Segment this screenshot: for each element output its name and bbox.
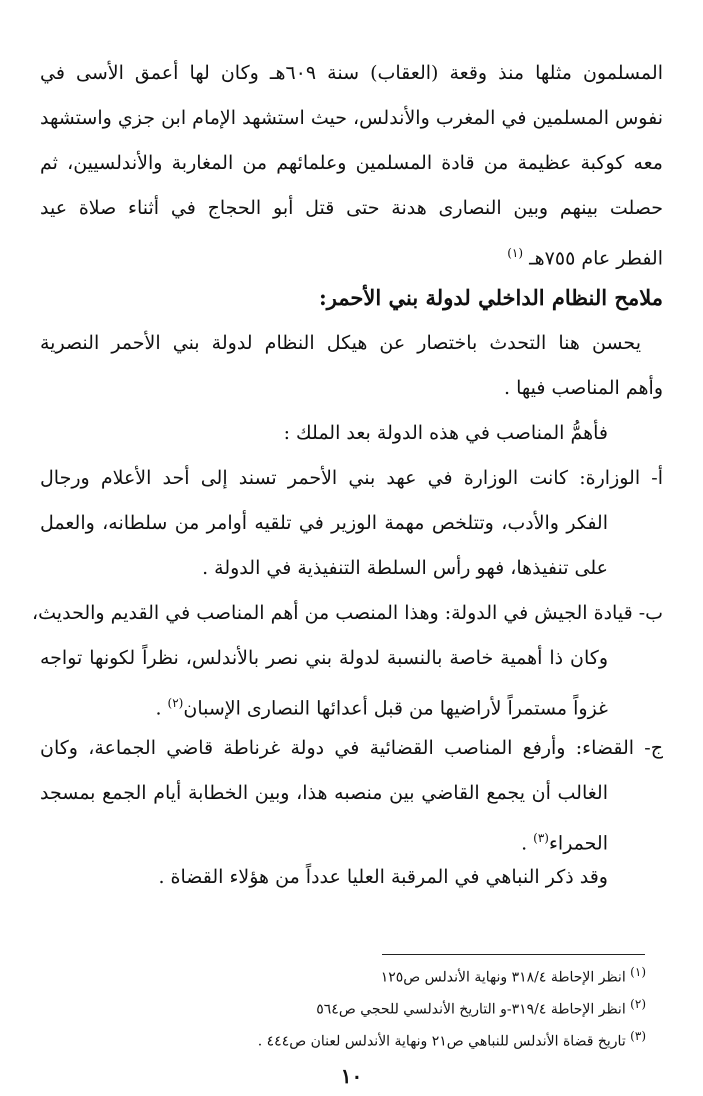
intro-line-1: يحسن هنا التحدث باختصار عن هيكل النظام لدولة بني الأحمر النصرية xyxy=(40,332,641,354)
item-b-line-1: ب- قيادة الجيش في الدولة: وهذا المنصب من أهم المناصب في القديم والحديث، xyxy=(32,602,663,624)
item-b-line-2: وكان ذا أهمية خاصة بالنسبة لدولة بني نصر بالأندلس، نظراً لكونها تواجه xyxy=(40,647,608,669)
item-c-line-3-end: . xyxy=(521,832,534,855)
body-line-5-text: الفطر عام ٧٥٥هـ xyxy=(529,247,663,270)
item-c-line-3 xyxy=(40,823,608,858)
item-c-line-2: الغالب أن يجمع القاضي بين منصبه هذا، وبين الخطابة أيام الجمع بمسجد xyxy=(40,782,608,804)
footnote-ref-1: (١) xyxy=(507,246,524,260)
footnote-ref-3: (٣) xyxy=(533,831,549,845)
footnote-2-mark: (٢) xyxy=(630,997,646,1011)
page-number: ١٠ xyxy=(340,1064,363,1088)
footnote-2-text: انظر الإحاطة ٣١٩/٤-و التاريخ الأندلسي للحجي ص٥٦٤ xyxy=(316,1001,626,1018)
body-line-2: نفوس المسلمين في المغرب والأندلس، حيث استشهد الإمام ابن جزي واستشهد xyxy=(40,107,663,129)
body-line-4: حصلت بينهم وبين النصارى هدنة حتى قتل أبو الحجاج في أثناء صلاة عيد xyxy=(40,197,663,219)
item-b-line-3-text: غزواً مستمراً لأراضيها من قبل أعدائها النصارى الإسبان xyxy=(183,697,608,720)
body-line-5 xyxy=(40,238,663,273)
footnote-1-text: انظر الإحاطة ٣١٨/٤ ونهاية الأندلس ص١٢٥ xyxy=(380,969,626,986)
item-c-line-1: ج- القضاء: وأرفع المناصب القضائية في دولة غرناطة قاضي الجماعة، وكان xyxy=(40,737,663,759)
footnote-separator xyxy=(382,954,645,955)
footnote-3-mark: (٣) xyxy=(630,1029,646,1043)
footnote-3-text: تاريخ قضاة الأندلس للنباهي ص٢١ ونهاية الأندلس لعنان ص٤٤٤ . xyxy=(257,1033,626,1050)
item-a-line-1: أ- الوزارة: كانت الوزارة في عهد بني الأحمر تسند إلى أحد الأعلام ورجال xyxy=(40,467,663,489)
footnote-ref-2: (٢) xyxy=(167,696,184,710)
item-a-line-3: على تنفيذها، فهو رأس السلطة التنفيذية في الدولة . xyxy=(202,557,608,579)
item-a-line-2: الفكر والأدب، وتتلخص مهمة الوزير في تلقيه أوامر من سلطانه، والعمل xyxy=(40,512,608,534)
intro-line-3: فأهمُّ المناصب في هذه الدولة بعد الملك : xyxy=(283,422,608,444)
item-b-line-3 xyxy=(40,688,608,723)
footnote-1 xyxy=(60,962,646,988)
footnote-3 xyxy=(60,1026,646,1052)
footnote-1-mark: (١) xyxy=(630,965,646,979)
closing-line: وقد ذكر النباهي في المرقبة العليا عدداً من هؤلاء القضاة . xyxy=(158,866,608,888)
item-c-line-3-text: الحمراء xyxy=(548,832,608,855)
body-line-1: المسلمون مثلها منذ وقعة (العقاب) سنة ٦٠٩هـ وكان لها أعمق الأسى في xyxy=(40,62,663,84)
footnote-2 xyxy=(60,994,646,1020)
section-heading: ملامح النظام الداخلي لدولة بني الأحمر: xyxy=(318,285,663,310)
body-line-3: معه كوكبة عظيمة من قادة المسلمين وعلمائهم من المغاربة والأندلسيين، ثم xyxy=(40,152,663,174)
item-b-line-3-end: . xyxy=(155,697,168,720)
intro-line-2: وأهم المناصب فيها . xyxy=(503,377,663,399)
